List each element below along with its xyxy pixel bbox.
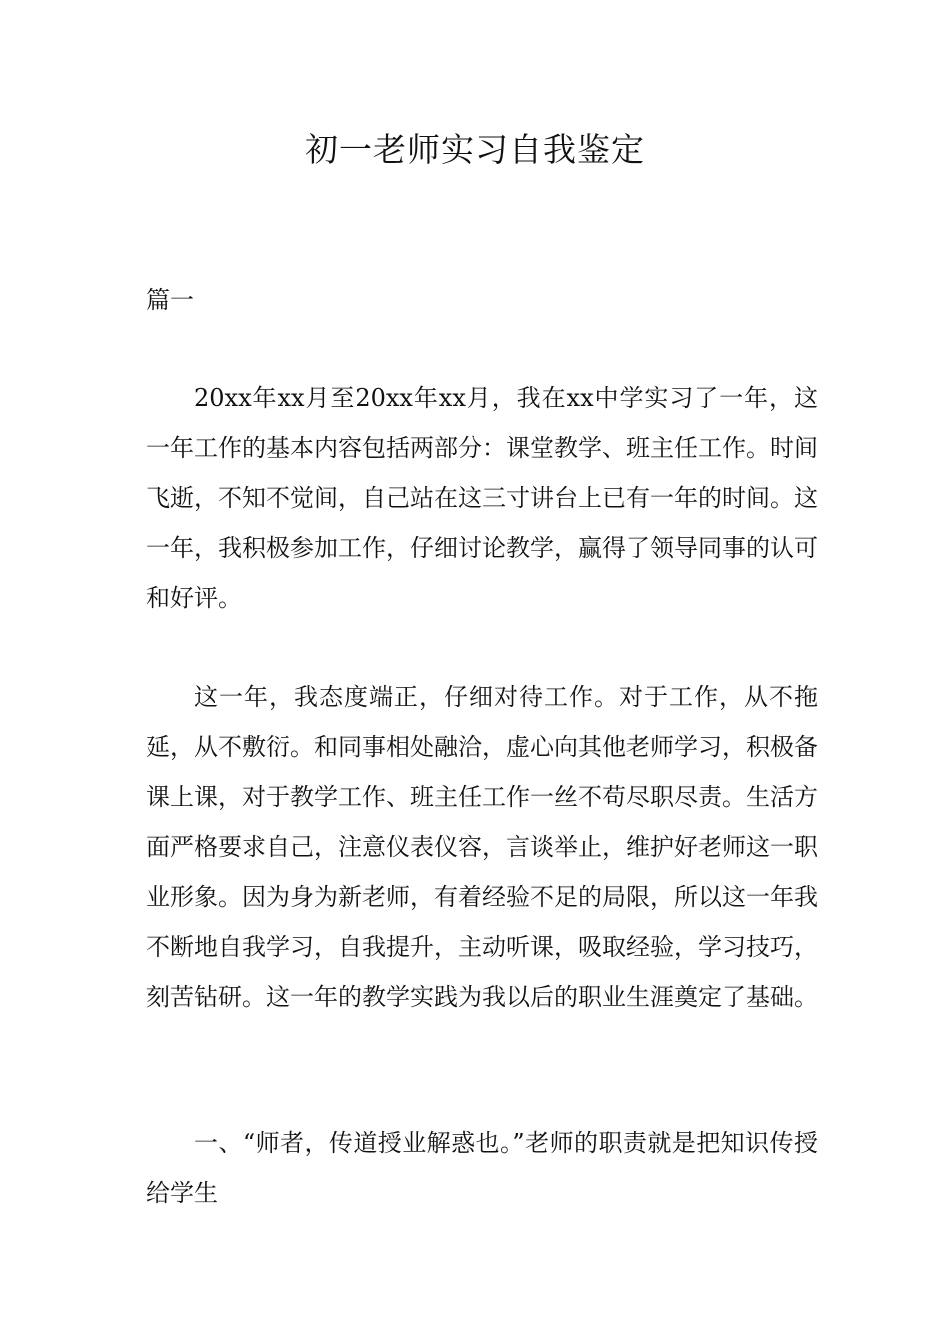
document-title: 初一老师实习自我鉴定 xyxy=(305,130,645,169)
section-label: 篇一 xyxy=(146,286,194,314)
paragraph-2: 这一年，我态度端正，仔细对待工作。对于工作，从不拖延，从不敷衍。和同事相处融洽，虚心向其他老师学习，积极备课上课，对于教学工作、班主任工作一丝不苟尽职尽责。生活方面严格要求自己，注意仪表仪容，言谈举止，维护好老师这一职业形象。因为身为新老师，有着经验不足的局限，所以这一年我不断地自我学习，自我提升，主动听课，吸取经验，学习技巧，刻苦钻研。这一年的教学实践为我以后的职业生涯奠定了基础。 xyxy=(146,683,818,1011)
paragraph-3: 一、“师者，传道授业解惑也。”老师的职责就是把知识传授给学生 xyxy=(146,1129,818,1207)
paragraph-1: 20xx年xx月至20xx年xx月，我在xx中学实习了一年，这一年工作的基本内容包括两部分：课堂教学、班主任工作。时间飞逝，不知不觉间，自己站在这三寸讲台上已有一年的时间。这一年，我积极参加工作，仔细讨论教学，赢得了领导同事的认可和好评。 xyxy=(146,384,818,612)
